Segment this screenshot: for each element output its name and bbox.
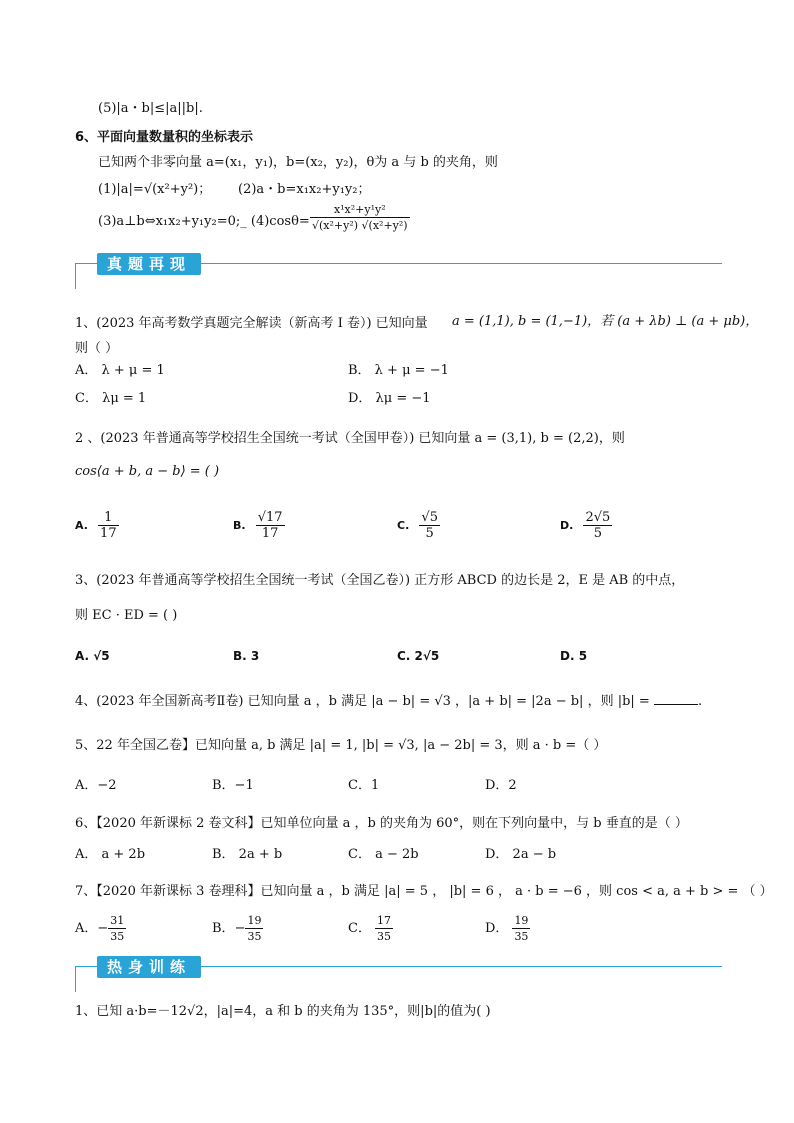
q2-option-a — [75, 510, 119, 541]
q2-option-b — [233, 510, 285, 541]
formula-3: (3)a⊥b⇔x₁x₂+y₁y₂=0;_ (4)cosθ= — [98, 214, 310, 229]
q1-cont: 则（ ） — [75, 341, 119, 356]
q1-option-d: D． λμ = −1 — [348, 391, 431, 406]
property-5: (5)|a・b|≤|a||b|. — [98, 101, 203, 116]
q7-option-b-sign: − — [234, 921, 246, 936]
q2-option-b-num: √17 — [257, 510, 283, 525]
q7-option-b-num: 19 — [247, 914, 262, 927]
q5-option-a: A．−2 — [75, 778, 117, 793]
q4-stem: 4、(2023 年全国新高考Ⅱ卷) 已知向量 a ，b 满足 |a − b| = √3 ，|a + b| = |2a − b| ，则 |b| = — [75, 694, 650, 709]
intro-line: 已知两个非零向量 a=(x₁，y₁)，b=(x₂，y₂)，θ为 a 与 b 的夹角，则 — [98, 155, 498, 170]
q6-text: 6、【2020 年新课标 2 卷文科】已知单位向量 a ，b 的夹角为 60°，则在下列向量中，与 b 垂直的是（ ） — [75, 816, 688, 831]
q5-option-b: B．−1 — [212, 778, 254, 793]
formula-4-denominator: √(x²+y²) √(x²+y²) — [312, 219, 408, 232]
q4-end: . — [697, 694, 703, 709]
q6-option-d: D． 2a − b — [485, 847, 557, 862]
formula-4-fraction — [310, 202, 410, 233]
q7-option-c-num: 17 — [376, 914, 391, 927]
q1-option-c: C． λμ = 1 — [75, 391, 147, 406]
q2-option-a-label: A. — [75, 519, 88, 532]
q3-cont: 则 EC · ED = ( ) — [75, 608, 178, 623]
q7-option-d-label: D． — [485, 921, 509, 936]
q6-option-c: C． a − 2b — [348, 847, 419, 862]
q2-option-b-label: B. — [233, 519, 246, 532]
q3-option-a: A. √5 — [75, 649, 110, 663]
q7-option-a-den: 35 — [110, 930, 125, 943]
q1-option-b: B． λ + μ = −1 — [348, 363, 449, 378]
q2-option-a-num: 1 — [98, 510, 119, 526]
q2-option-c-den: 5 — [425, 526, 434, 541]
q7-option-a — [75, 913, 126, 944]
q2-option-d — [560, 510, 612, 541]
q3-option-d: D. 5 — [560, 649, 588, 663]
heading-6: 6、平面向量数量积的坐标表示 — [75, 130, 254, 145]
q2-option-c — [397, 510, 440, 541]
q7-option-d-den: 35 — [514, 930, 529, 943]
q1-vectors: a = (1,1), b = (1,−1)，若 (a + λb) ⊥ (a + μb)， — [452, 314, 759, 329]
q1-text: 1、(2023 年高考数学真题完全解读（新高考 I 卷）) 已知向量 — [75, 316, 428, 331]
banner-tick — [75, 966, 76, 992]
q4-text — [75, 690, 702, 709]
q7-option-a-sign: − — [97, 921, 109, 936]
q7-option-d — [485, 913, 530, 944]
q7-option-d-num: 19 — [514, 914, 529, 927]
w1-text: 1、已知 a·b=－12√2，|a|=4，a 和 b 的夹角为 135°，则|b|的值为( ) — [75, 1004, 491, 1019]
formula-4-numerator: x¹x²+y¹y² — [310, 202, 410, 218]
q7-option-b — [212, 913, 263, 944]
q5-option-c: C．1 — [348, 778, 380, 793]
q2-option-d-label: D. — [560, 519, 574, 532]
q7-option-c — [348, 913, 393, 944]
q7-option-a-num: 31 — [110, 914, 125, 927]
q2-option-c-label: C. — [397, 519, 410, 532]
formula-1: (1)|a|=√(x²+y²)； — [98, 182, 212, 197]
q2-option-a-den: 17 — [100, 526, 117, 541]
q5-option-d: D．2 — [485, 778, 517, 793]
q2-option-c-num: √5 — [421, 510, 438, 525]
q4-answer-blank[interactable] — [654, 692, 698, 705]
q3-option-b: B. 3 — [233, 649, 260, 663]
section-title-real: 真题再现 — [97, 253, 201, 275]
section-title-train: 热身训练 — [97, 956, 201, 978]
q7-option-b-den: 35 — [247, 930, 262, 943]
q3-option-c: C. 2√5 — [397, 649, 440, 663]
q7-text: 7、【2020 年新课标 3 卷理科】已知向量 a ，b 满足 |a| = 5 ， |b| = 6 ， a · b = −6 ，则 cos < a, a + b > = （ ） — [75, 884, 773, 899]
q7-option-a-label: A． — [75, 921, 98, 936]
q2-option-d-den: 5 — [593, 526, 602, 541]
formula-2: (2)a・b=x₁x₂+y₁y₂； — [238, 182, 371, 197]
q6-option-b: B． 2a + b — [212, 847, 283, 862]
q2-text: 2 、(2023 年普通高等学校招生全国统一考试（全国甲卷）) 已知向量 a = (3,1), b = (2,2)，则 — [75, 431, 625, 446]
q2-cont: cos⟨a + b, a − b⟩ = ( ) — [75, 464, 220, 479]
q2-option-d-num: 2√5 — [585, 510, 611, 525]
banner-tick — [75, 263, 76, 289]
q7-option-c-label: C． — [348, 921, 371, 936]
q3-text: 3、(2023 年普通高等学校招生全国统一考试（全国乙卷）) 正方形 ABCD 的边长是 2，E 是 AB 的中点， — [75, 573, 685, 588]
q7-option-b-label: B． — [212, 921, 235, 936]
q1-option-a: A． λ + μ = 1 — [75, 363, 165, 378]
q5-text: 5、22 年全国乙卷】已知向量 a, b 满足 |a| = 1, |b| = √3, |a − 2b| = 3，则 a · b =（ ） — [75, 738, 607, 753]
q2-option-b-den: 17 — [261, 526, 279, 541]
q7-option-c-den: 35 — [376, 930, 391, 943]
q6-option-a: A． a + 2b — [75, 847, 146, 862]
